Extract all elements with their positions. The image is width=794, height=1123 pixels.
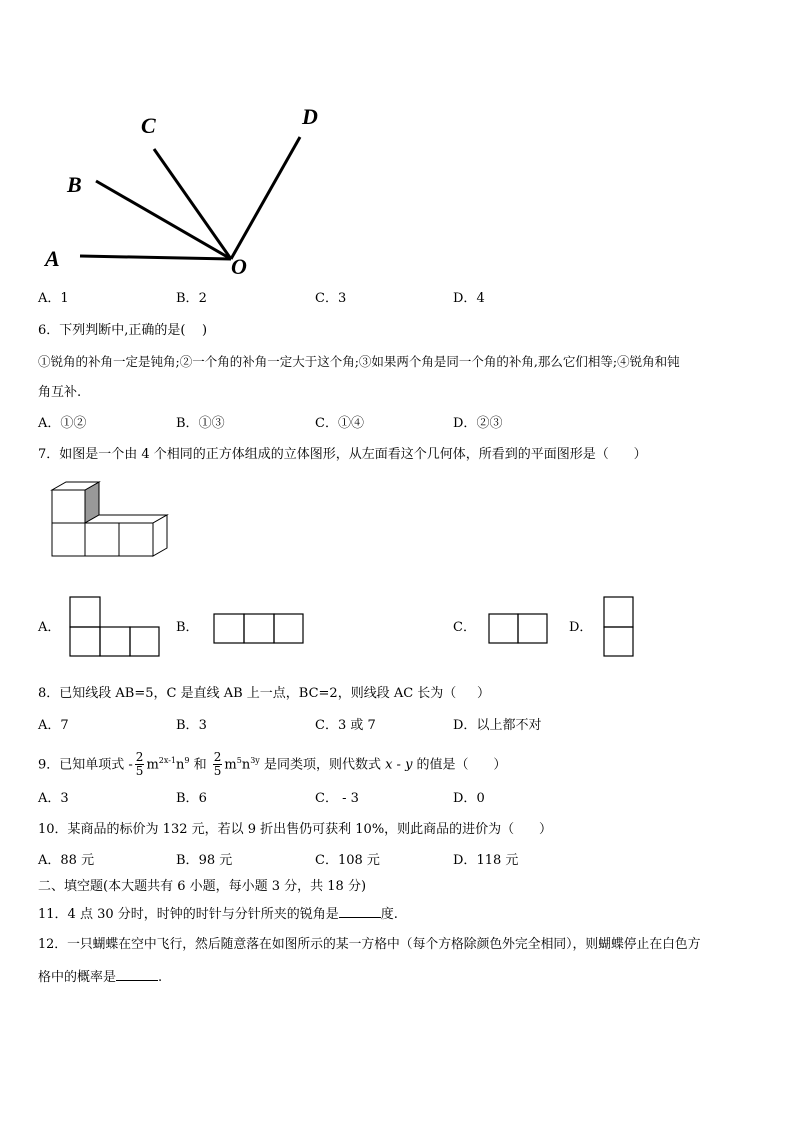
q7-stem: 7．如图是一个由 4 个相同的正方体组成的立体图形，从左面看这个几何体，所看到的平面图形是（ ）	[38, 447, 647, 462]
q9-fraction-2: $\frac{2}{5}$	[213, 750, 222, 779]
angle-figure	[0, 0, 794, 290]
q9-option-c[interactable]: C． - 3	[315, 791, 359, 806]
label-d: D	[302, 104, 318, 129]
q12-stem-line2: 格中的概率是 .	[38, 970, 163, 985]
q5-option-b[interactable]: B．2	[176, 291, 207, 306]
q6-statements-line1: ①锐角的补角一定是钝角;②一个角的补角一定大于这个角;③如果两个角是同一个角的补角,那么它们相等;④锐角和钝	[38, 354, 680, 369]
cube-stack-figure	[40, 478, 240, 568]
q6-option-b[interactable]: B．①③	[176, 416, 225, 431]
q7-option-d-label[interactable]: D．	[569, 620, 593, 635]
label-a: A	[45, 246, 60, 271]
q6-option-d[interactable]: D．②③	[453, 416, 503, 431]
q12-answer-blank[interactable]	[116, 968, 158, 981]
q9-stem: 9．已知单项式 - $\frac{2}{5}$ $m^{2x-1}n^9$ 和 $\frac{2}{5}$ $m^5n^{3y}$ 是同类项，则代数式 x - y 的值是（ ）	[38, 750, 507, 779]
q10-stem: 10．某商品的标价为 132 元，若以 9 折出售仍可获利 10%，则此商品的进价为（ ）	[38, 822, 552, 837]
q5-option-d[interactable]: D．4	[453, 291, 485, 306]
ray-oc	[154, 149, 231, 259]
q7-option-a-figure[interactable]	[69, 596, 169, 666]
q10-option-b[interactable]: B．98 元	[176, 853, 233, 868]
q7-option-b-label[interactable]: B．	[176, 620, 199, 635]
section-heading-fill-in: 二、填空题(本大题共有 6 小题，每小题 3 分，共 18 分)	[38, 879, 367, 894]
label-b: B	[67, 172, 82, 197]
q5-option-a[interactable]: A．1	[38, 291, 69, 306]
q8-stem: 8．已知线段 AB=5，C 是直线 AB 上一点，BC=2，则线段 AC 长为（ ）	[38, 686, 490, 701]
q7-option-c-label[interactable]: C．	[453, 620, 476, 635]
q10-option-a[interactable]: A．88 元	[38, 853, 95, 868]
q10-option-d[interactable]: D．118 元	[453, 853, 519, 868]
q7-option-c-figure[interactable]	[488, 613, 558, 653]
q11-answer-blank[interactable]	[339, 905, 381, 918]
label-c: C	[141, 113, 156, 138]
ray-ob	[96, 181, 231, 259]
q12-stem-line1: 12．一只蝴蝶在空中飞行，然后随意落在如图所示的某一方格中（每个方格除颜色外完全相同），则蝴蝶停止在白色方	[38, 937, 701, 952]
q8-option-d[interactable]: D．以上都不对	[453, 718, 542, 733]
q6-statements-line2: 角互补.	[38, 385, 82, 400]
ray-od	[231, 137, 300, 259]
q5-option-c[interactable]: C．3	[315, 291, 347, 306]
q7-option-d-figure[interactable]	[603, 596, 643, 666]
q6-stem: 6．下列判断中,正确的是( )	[38, 323, 208, 338]
q7-option-b-figure[interactable]	[213, 613, 313, 653]
q6-option-a[interactable]: A．①②	[38, 416, 87, 431]
q9-option-b[interactable]: B．6	[176, 791, 207, 806]
q7-option-a-label[interactable]: A．	[38, 620, 61, 635]
q8-option-a[interactable]: A．7	[38, 718, 69, 733]
q8-option-b[interactable]: B．3	[176, 718, 207, 733]
q6-option-c[interactable]: C．①④	[315, 416, 364, 431]
label-o: O	[231, 254, 247, 279]
q8-option-c[interactable]: C．3 或 7	[315, 718, 376, 733]
q9-fraction-1: $\frac{2}{5}$	[135, 750, 144, 779]
q9-option-a[interactable]: A．3	[38, 791, 69, 806]
ray-oa	[80, 256, 231, 259]
q11-stem: 11．4 点 30 分时，时钟的时针与分针所夹的锐角是 度.	[38, 907, 398, 922]
q9-option-d[interactable]: D．0	[453, 791, 485, 806]
q10-option-c[interactable]: C．108 元	[315, 853, 380, 868]
